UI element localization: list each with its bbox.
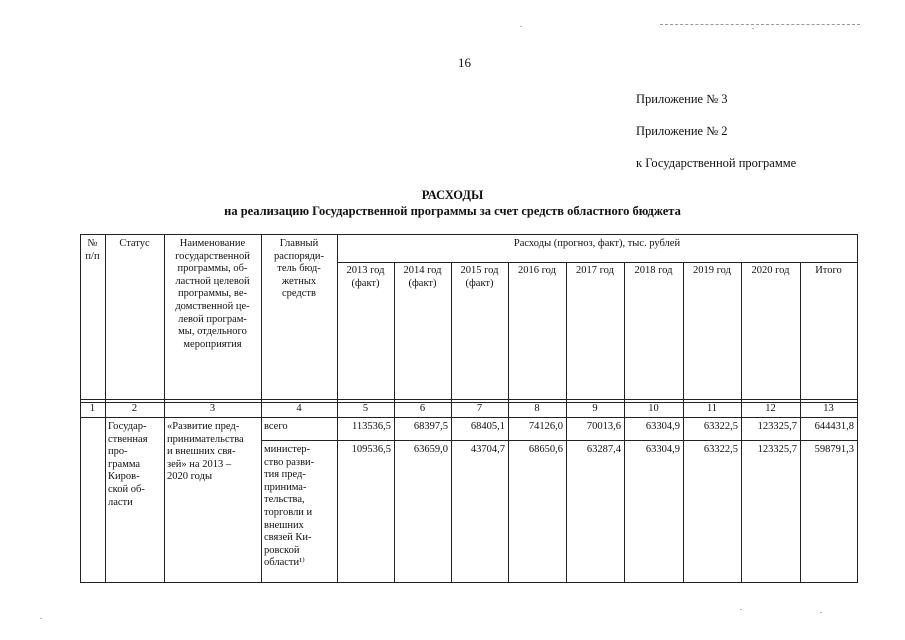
expense-value: 63304,9 bbox=[645, 421, 680, 432]
header-program-name: левой програм- bbox=[178, 313, 247, 325]
column-rule bbox=[683, 262, 684, 583]
program-status: ственная bbox=[108, 433, 148, 445]
column-number: 8 bbox=[534, 403, 540, 414]
program-name: 2020 годы bbox=[167, 471, 213, 483]
column-number: 9 bbox=[592, 403, 598, 414]
header-year-2: 2014 год bbox=[403, 265, 442, 276]
column-number: 10 bbox=[648, 403, 659, 414]
program-name: «Развитие пред- bbox=[167, 421, 240, 432]
column-number: 12 bbox=[765, 403, 776, 414]
expense-value: 63304,9 bbox=[645, 444, 680, 455]
header-budget-manager: тель бюд- bbox=[277, 263, 321, 275]
program-name: принимательства bbox=[167, 433, 244, 445]
column-rule bbox=[508, 262, 509, 583]
appendix-line-3: к Государственной программе bbox=[636, 156, 797, 170]
page-number: 16 bbox=[458, 55, 471, 70]
column-number: 5 bbox=[362, 403, 369, 414]
header-year-3: (факт) bbox=[465, 277, 494, 289]
header-program-name: Наименование bbox=[179, 238, 246, 249]
program-status: Киров- bbox=[108, 471, 140, 483]
budget-manager: ство разви- bbox=[264, 456, 315, 468]
header-year-1: (факт) bbox=[351, 277, 380, 289]
header-year-1: 2013 год bbox=[346, 265, 385, 276]
column-number: 6 bbox=[419, 403, 426, 414]
budget-manager: тельства, bbox=[264, 494, 305, 506]
expense-value: 123325,7 bbox=[757, 421, 797, 432]
column-rule bbox=[741, 262, 742, 583]
expense-value: 113536,5 bbox=[352, 421, 391, 432]
scan-speck bbox=[752, 28, 754, 29]
top-dashed-rule bbox=[660, 24, 860, 25]
expenses-subheader-rule bbox=[337, 262, 858, 263]
header-budget-manager: распоряди- bbox=[274, 250, 324, 262]
expense-value: 63322,5 bbox=[703, 421, 738, 432]
budget-manager: ровской bbox=[264, 544, 300, 556]
column-number: 3 bbox=[209, 403, 216, 414]
header-program-name: домственной це- bbox=[175, 301, 250, 312]
header-year-2: (факт) bbox=[408, 277, 437, 289]
expense-value: 74126,0 bbox=[528, 421, 563, 432]
header-year-3: 2015 год bbox=[460, 265, 499, 276]
header-program-name: программы, об- bbox=[177, 263, 248, 275]
header-num: п/п bbox=[85, 250, 100, 262]
program-status: Государ- bbox=[108, 421, 147, 432]
header-expenses: Расходы (прогноз, факт), тыс. рублей bbox=[513, 238, 681, 249]
scan-speck bbox=[820, 612, 822, 613]
budget-manager: всего bbox=[264, 421, 288, 432]
expense-value: 43704,7 bbox=[470, 444, 505, 455]
budget-manager: министер- bbox=[264, 444, 311, 455]
header-year-8: 2020 год bbox=[751, 265, 790, 276]
program-status: про- bbox=[108, 446, 128, 458]
header-year-5: 2017 год bbox=[576, 265, 614, 276]
column-number: 1 bbox=[89, 403, 96, 414]
header-program-name: государственной bbox=[175, 250, 250, 262]
program-name: зей» на 2013 – bbox=[167, 458, 232, 470]
expense-value: 68397,5 bbox=[413, 421, 448, 432]
expense-value: 63659,0 bbox=[413, 444, 448, 455]
header-num: № bbox=[87, 238, 98, 249]
row-separator bbox=[261, 440, 858, 441]
header-year-6: 2018 год bbox=[634, 265, 673, 276]
expense-value: 123325,7 bbox=[757, 444, 797, 455]
budget-manager: связей Ки- bbox=[264, 532, 312, 544]
header-year-4: 2016 год bbox=[518, 265, 556, 276]
header-budget-manager: Главный bbox=[279, 238, 319, 249]
column-number: 11 bbox=[706, 403, 718, 414]
budget-manager: тия пред- bbox=[264, 469, 306, 481]
column-number: 7 bbox=[476, 403, 483, 414]
program-status: ской об- bbox=[108, 484, 145, 495]
table-top-border bbox=[80, 234, 858, 235]
expense-value: 63322,5 bbox=[703, 444, 738, 455]
column-number: 2 bbox=[131, 403, 138, 414]
program-name: и внешних свя- bbox=[167, 446, 236, 458]
header-program-name: мероприятия bbox=[183, 338, 242, 350]
program-status: грамма bbox=[108, 458, 141, 470]
header-year-9: Итого bbox=[815, 265, 842, 276]
budget-manager: внешних bbox=[264, 519, 304, 531]
budget-manager: торговли и bbox=[264, 507, 313, 518]
expense-value: 598791,3 bbox=[814, 444, 854, 455]
header-year-7: 2019 год bbox=[693, 265, 731, 276]
expense-value: 68405,1 bbox=[470, 421, 505, 432]
scan-speck bbox=[520, 26, 522, 27]
expense-value: 70013,6 bbox=[586, 421, 621, 432]
appendix-line-2: Приложение № 2 bbox=[636, 124, 728, 138]
header-program-name: ластной целевой bbox=[175, 275, 250, 287]
header-budget-manager: средств bbox=[282, 288, 316, 300]
column-rule bbox=[566, 262, 567, 583]
table-side-border bbox=[857, 234, 858, 583]
program-status: ласти bbox=[108, 496, 133, 508]
column-rule bbox=[800, 262, 801, 583]
column-rule bbox=[451, 262, 452, 583]
header-program-name: мы, отдельного bbox=[178, 326, 247, 338]
document-subtitle: на реализацию Государственной программы за счет средств областного бюджета bbox=[224, 204, 681, 218]
budget-manager: принима- bbox=[264, 481, 307, 493]
expense-value: 109536,5 bbox=[351, 444, 391, 455]
column-rule bbox=[394, 262, 395, 583]
header-budget-manager: жетных bbox=[281, 275, 317, 287]
expense-value: 68650,6 bbox=[528, 444, 563, 455]
appendix-line-1: Приложение № 3 bbox=[636, 92, 728, 106]
header-status: Статус bbox=[119, 238, 150, 249]
scan-speck bbox=[740, 609, 742, 610]
column-number: 4 bbox=[296, 403, 302, 414]
column-number: 13 bbox=[823, 403, 834, 414]
document-title: РАСХОДЫ bbox=[421, 188, 484, 202]
scan-speck bbox=[40, 618, 42, 619]
expense-value: 63287,4 bbox=[586, 444, 621, 455]
column-rule bbox=[624, 262, 625, 583]
budget-manager: области¹⁾ bbox=[264, 557, 305, 569]
header-program-name: программы, ве- bbox=[178, 288, 247, 300]
expense-value: 644431,8 bbox=[814, 421, 854, 432]
